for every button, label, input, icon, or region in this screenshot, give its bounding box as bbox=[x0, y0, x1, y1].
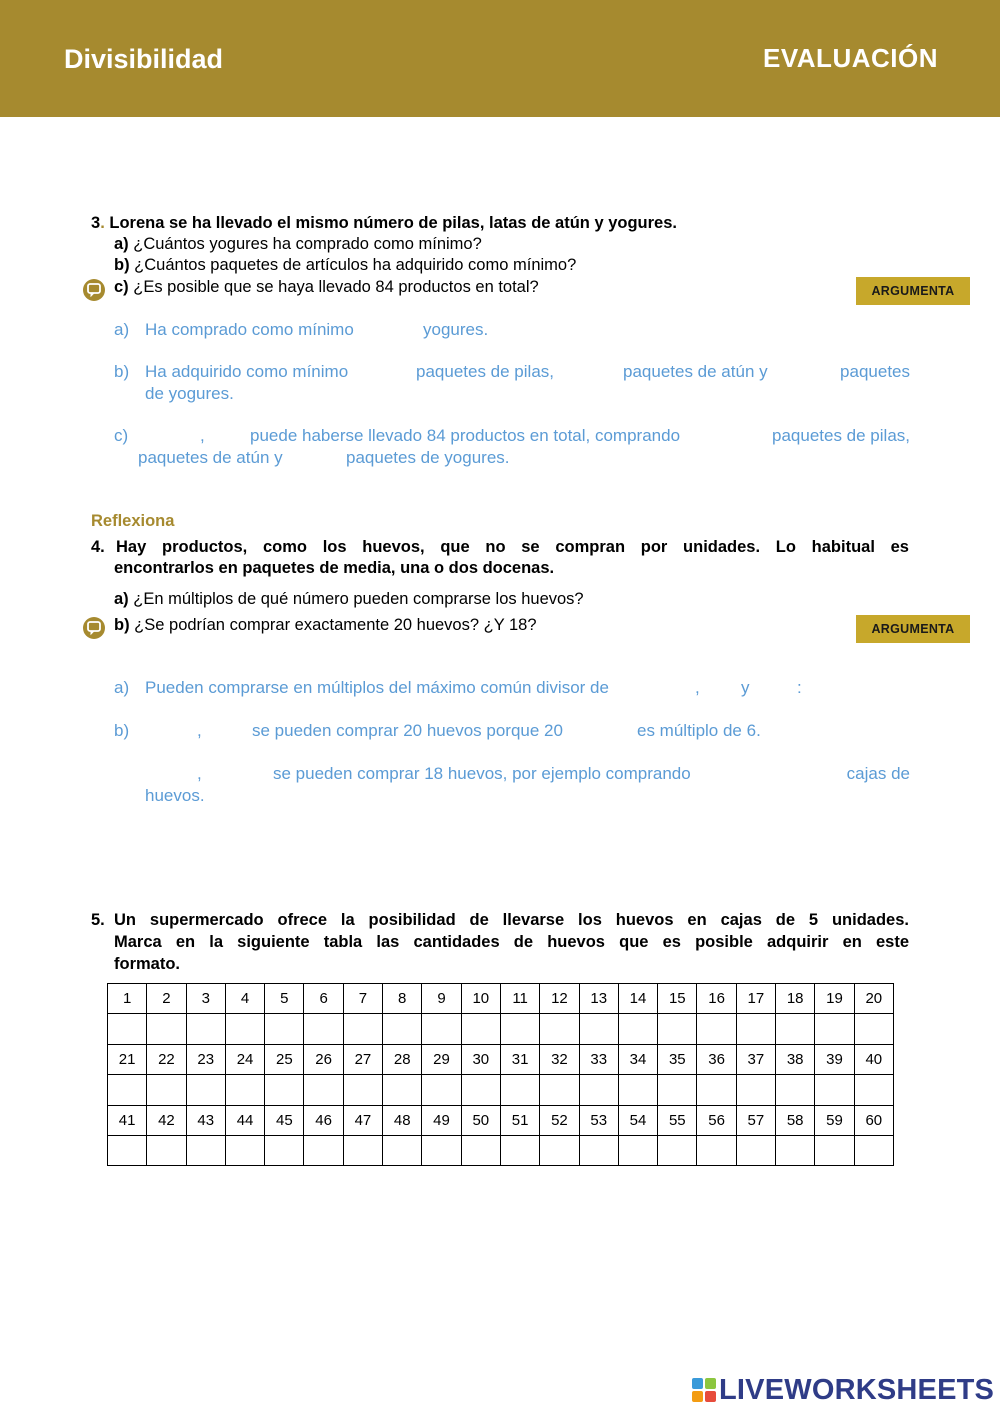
mark-cell[interactable] bbox=[108, 1135, 147, 1165]
q3-answer-b: b) Ha adquirido como mínimo paquetes de pilas, paquetes de atún y paquetes de yogures. bbox=[114, 362, 910, 403]
number-cell: 58 bbox=[776, 1105, 815, 1135]
number-cell: 33 bbox=[579, 1044, 618, 1074]
mark-cell[interactable] bbox=[618, 1135, 657, 1165]
number-cell: 56 bbox=[697, 1105, 736, 1135]
number-cell: 37 bbox=[736, 1044, 775, 1074]
number-cell: 45 bbox=[265, 1105, 304, 1135]
number-cell: 21 bbox=[108, 1044, 147, 1074]
q4-statement-line2: encontrarlos en paquetes de media, una o dos docenas. bbox=[114, 559, 555, 577]
mark-cell[interactable] bbox=[343, 1014, 382, 1044]
mark-cell[interactable] bbox=[579, 1135, 618, 1165]
mark-cell[interactable] bbox=[186, 1075, 225, 1105]
number-cell: 30 bbox=[461, 1044, 500, 1074]
q4-number: 4. bbox=[91, 538, 105, 556]
mark-cell[interactable] bbox=[422, 1075, 461, 1105]
number-cell: 27 bbox=[343, 1044, 382, 1074]
number-cell: 24 bbox=[225, 1044, 264, 1074]
mark-cell[interactable] bbox=[776, 1075, 815, 1105]
number-cell: 36 bbox=[697, 1044, 736, 1074]
number-cell: 17 bbox=[736, 984, 775, 1014]
number-cell: 59 bbox=[815, 1105, 854, 1135]
mark-cell[interactable] bbox=[697, 1075, 736, 1105]
mark-cell[interactable] bbox=[343, 1135, 382, 1165]
number-cell: 39 bbox=[815, 1044, 854, 1074]
mark-cell[interactable] bbox=[108, 1075, 147, 1105]
number-cell: 20 bbox=[854, 984, 893, 1014]
number-cell: 34 bbox=[618, 1044, 657, 1074]
number-cell: 13 bbox=[579, 984, 618, 1014]
number-cell: 32 bbox=[540, 1044, 579, 1074]
mark-cell[interactable] bbox=[579, 1075, 618, 1105]
q3-statement: 3. Lorena se ha llevado el mismo número de pilas, latas de atún y yogures. bbox=[91, 214, 677, 232]
q4-answer-b1: b) , se pueden comprar 20 huevos porque 20 es múltiplo de 6. bbox=[114, 721, 761, 740]
mark-cell[interactable] bbox=[500, 1135, 539, 1165]
number-cell: 5 bbox=[265, 984, 304, 1014]
number-cell: 31 bbox=[500, 1044, 539, 1074]
number-cell: 9 bbox=[422, 984, 461, 1014]
number-cell: 14 bbox=[618, 984, 657, 1014]
mark-cell[interactable] bbox=[461, 1014, 500, 1044]
mark-cell[interactable] bbox=[736, 1135, 775, 1165]
number-cell: 11 bbox=[500, 984, 539, 1014]
number-cell: 44 bbox=[225, 1105, 264, 1135]
q4-answer-a: a) Pueden comprarse en múltiplos del máximo común divisor de , y : bbox=[114, 678, 802, 697]
mark-cell[interactable] bbox=[265, 1014, 304, 1044]
number-cell: 40 bbox=[854, 1044, 893, 1074]
mark-cell[interactable] bbox=[540, 1135, 579, 1165]
mark-cell[interactable] bbox=[736, 1014, 775, 1044]
number-row bbox=[108, 984, 894, 1014]
argumenta-badge: ARGUMENTA bbox=[856, 277, 970, 305]
mark-cell[interactable] bbox=[776, 1135, 815, 1165]
mark-cell[interactable] bbox=[658, 1075, 697, 1105]
number-cell: 53 bbox=[579, 1105, 618, 1135]
mark-cell[interactable] bbox=[776, 1014, 815, 1044]
number-row bbox=[108, 1105, 894, 1135]
mark-cell[interactable] bbox=[225, 1075, 264, 1105]
number-cell: 57 bbox=[736, 1105, 775, 1135]
number-cell: 28 bbox=[383, 1044, 422, 1074]
argumenta-badge: ARGUMENTA bbox=[856, 615, 970, 643]
q4-item-b: b) ¿Se podrían comprar exactamente 20 huevos? ¿Y 18? bbox=[114, 616, 537, 634]
number-cell: 6 bbox=[304, 984, 343, 1014]
mark-cell[interactable] bbox=[579, 1014, 618, 1044]
mark-cell[interactable] bbox=[618, 1014, 657, 1044]
mark-cell[interactable] bbox=[147, 1135, 186, 1165]
comment-icon bbox=[83, 279, 105, 301]
q3-answer-a: a) Ha comprado como mínimo yogures. bbox=[114, 320, 489, 339]
mark-cell[interactable] bbox=[147, 1014, 186, 1044]
mark-cell[interactable] bbox=[304, 1135, 343, 1165]
q3-answer-c: c) , puede haberse llevado 84 productos en total, comprando paquetes de pilas, paquetes de atún y paquetes de yogures. bbox=[114, 426, 910, 467]
mark-row bbox=[108, 1014, 894, 1044]
number-cell: 38 bbox=[776, 1044, 815, 1074]
mark-cell[interactable] bbox=[225, 1014, 264, 1044]
q3-item-b: b) ¿Cuántos paquetes de artículos ha adquirido como mínimo? bbox=[114, 256, 577, 274]
mark-cell[interactable] bbox=[697, 1135, 736, 1165]
mark-cell[interactable] bbox=[383, 1014, 422, 1044]
mark-cell[interactable] bbox=[500, 1075, 539, 1105]
mark-cell[interactable] bbox=[343, 1075, 382, 1105]
reflexiona-heading: Reflexiona bbox=[91, 512, 175, 530]
section-label: EVALUACIÓN bbox=[763, 43, 938, 73]
number-cell: 54 bbox=[618, 1105, 657, 1135]
number-cell: 3 bbox=[186, 984, 225, 1014]
q3-item-c: c) ¿Es posible que se haya llevado 84 productos en total? bbox=[114, 278, 539, 296]
mark-cell[interactable] bbox=[736, 1075, 775, 1105]
mark-cell[interactable] bbox=[383, 1135, 422, 1165]
number-cell: 60 bbox=[854, 1105, 893, 1135]
number-cell: 15 bbox=[658, 984, 697, 1014]
number-cell: 10 bbox=[461, 984, 500, 1014]
number-cell: 18 bbox=[776, 984, 815, 1014]
number-cell: 12 bbox=[540, 984, 579, 1014]
number-cell: 46 bbox=[304, 1105, 343, 1135]
q4-answer-b2: , se pueden comprar 18 huevos, por ejemplo comprando cajas de huevos. bbox=[145, 764, 910, 805]
mark-cell[interactable] bbox=[422, 1014, 461, 1044]
mark-row bbox=[108, 1075, 894, 1105]
mark-cell[interactable] bbox=[108, 1014, 147, 1044]
mark-cell[interactable] bbox=[854, 1135, 893, 1165]
mark-cell[interactable] bbox=[265, 1135, 304, 1165]
number-cell: 35 bbox=[658, 1044, 697, 1074]
logo-mark-icon bbox=[692, 1378, 716, 1402]
number-cell: 52 bbox=[540, 1105, 579, 1135]
mark-cell[interactable] bbox=[186, 1135, 225, 1165]
q5-line3: formato. bbox=[114, 955, 180, 973]
number-cell: 49 bbox=[422, 1105, 461, 1135]
mark-cell[interactable] bbox=[815, 1014, 854, 1044]
mark-cell[interactable] bbox=[697, 1014, 736, 1044]
mark-cell[interactable] bbox=[854, 1075, 893, 1105]
number-cell: 23 bbox=[186, 1044, 225, 1074]
mark-cell[interactable] bbox=[540, 1014, 579, 1044]
mark-cell[interactable] bbox=[422, 1135, 461, 1165]
egg-quantity-table bbox=[107, 983, 894, 1166]
number-cell: 4 bbox=[225, 984, 264, 1014]
mark-cell[interactable] bbox=[461, 1075, 500, 1105]
q4-item-a: a) ¿En múltiplos de qué número pueden comprarse los huevos? bbox=[114, 590, 584, 608]
page-header bbox=[0, 0, 1000, 117]
mark-cell[interactable] bbox=[383, 1075, 422, 1105]
mark-cell[interactable] bbox=[854, 1014, 893, 1044]
number-cell: 51 bbox=[500, 1105, 539, 1135]
number-cell: 16 bbox=[697, 984, 736, 1014]
number-cell: 50 bbox=[461, 1105, 500, 1135]
mark-cell[interactable] bbox=[815, 1135, 854, 1165]
q4-statement-line1: Hay productos, como los huevos, que no se compran por unidades. Lo habitual es bbox=[116, 538, 909, 556]
mark-cell[interactable] bbox=[500, 1014, 539, 1044]
mark-cell[interactable] bbox=[815, 1075, 854, 1105]
q5-line2: Marca en la siguiente tabla las cantidades de huevos que es posible adquirir en este bbox=[114, 933, 909, 951]
mark-cell[interactable] bbox=[618, 1075, 657, 1105]
number-cell: 26 bbox=[304, 1044, 343, 1074]
mark-cell[interactable] bbox=[225, 1135, 264, 1165]
mark-cell[interactable] bbox=[540, 1075, 579, 1105]
number-cell: 29 bbox=[422, 1044, 461, 1074]
q3-item-a: a) ¿Cuántos yogures ha comprado como mínimo? bbox=[114, 235, 482, 253]
mark-cell[interactable] bbox=[304, 1075, 343, 1105]
number-cell: 19 bbox=[815, 984, 854, 1014]
number-cell: 48 bbox=[383, 1105, 422, 1135]
number-cell: 25 bbox=[265, 1044, 304, 1074]
number-cell: 7 bbox=[343, 984, 382, 1014]
mark-cell[interactable] bbox=[186, 1014, 225, 1044]
mark-cell[interactable] bbox=[265, 1075, 304, 1105]
mark-cell[interactable] bbox=[461, 1135, 500, 1165]
comment-icon bbox=[83, 617, 105, 639]
mark-row bbox=[108, 1135, 894, 1165]
mark-cell[interactable] bbox=[658, 1014, 697, 1044]
logo-wordmark: LIVEWORKSHEETS bbox=[719, 1374, 995, 1406]
mark-cell[interactable] bbox=[304, 1014, 343, 1044]
mark-cell[interactable] bbox=[658, 1135, 697, 1165]
number-cell: 41 bbox=[108, 1105, 147, 1135]
number-cell: 22 bbox=[147, 1044, 186, 1074]
q5-number: 5. bbox=[91, 911, 105, 929]
number-cell: 55 bbox=[658, 1105, 697, 1135]
page-title: Divisibilidad bbox=[64, 44, 224, 74]
mark-cell[interactable] bbox=[147, 1075, 186, 1105]
q5-line1: Un supermercado ofrece la posibilidad de llevarse los huevos en cajas de 5 unidades. bbox=[114, 911, 909, 929]
number-row bbox=[108, 1044, 894, 1074]
number-cell: 43 bbox=[186, 1105, 225, 1135]
number-cell: 1 bbox=[108, 984, 147, 1014]
number-cell: 2 bbox=[147, 984, 186, 1014]
number-cell: 47 bbox=[343, 1105, 382, 1135]
number-cell: 8 bbox=[383, 984, 422, 1014]
number-cell: 42 bbox=[147, 1105, 186, 1135]
